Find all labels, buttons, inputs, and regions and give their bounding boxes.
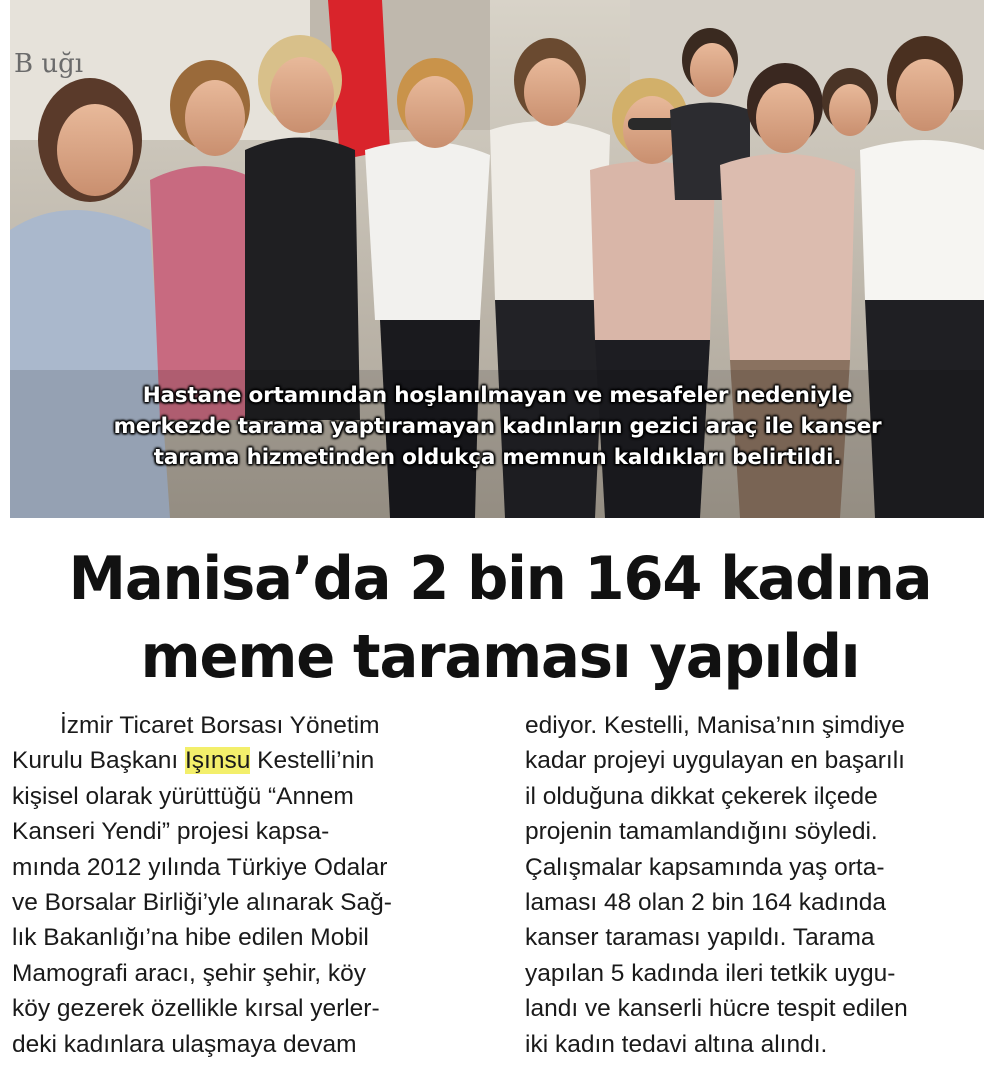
article-line: köy gezerek özellikle kırsal yerler-	[12, 995, 380, 1023]
article-line: Çalışmalar kapsamında yaş orta-	[525, 853, 885, 881]
article-line: Kanseri Yendi” projesi kapsa-	[12, 818, 330, 846]
article-line: landı ve kanserli hücre tespit edilen	[525, 995, 908, 1023]
article-line: deki kadınlara ulaşmaya devam	[12, 1030, 357, 1058]
article-line: kanser taraması yapıldı. Tarama	[525, 924, 875, 952]
headline	[20, 540, 980, 696]
article-line: kadar projeyi uygulayan en başarılı	[525, 747, 905, 775]
article-line: iki kadın tedavi altına alındı.	[525, 1030, 828, 1058]
article-line: Mamografi aracı, şehir şehir, köy	[12, 959, 367, 987]
caption-line: tarama hizmetinden oldukça memnun kaldıkları belirtildi.	[153, 445, 842, 470]
article-line: yapılan 5 kadında ileri tetkik uygu-	[525, 959, 896, 987]
article-line	[12, 743, 482, 778]
caption-line: Hastane ortamından hoşlanılmayan ve mesafeler nedeniyle	[142, 383, 853, 408]
banner-text: B uğı	[14, 49, 84, 79]
article-text: Kestelli’nin	[250, 747, 375, 775]
article-line: ediyor. Kestelli, Manisa’nın şimdiye	[525, 712, 905, 739]
caption-line: merkezde tarama yaptıramayan kadınların gezici araç ile kanser	[113, 414, 882, 439]
article-line: kişisel olarak yürüttüğü “Annem	[12, 782, 354, 810]
article-line: lık Bakanlığı’na hibe edilen Mobil	[12, 924, 369, 952]
article-line: ve Borsalar Birliği’yle alınarak Sağ-	[12, 889, 392, 917]
article-line: İzmir Ticaret Borsası Yönetim	[60, 712, 380, 739]
photo-caption	[30, 380, 965, 473]
news-photo	[10, 0, 984, 518]
article-column-right	[525, 708, 995, 1062]
headline-line: meme taraması yapıldı	[140, 622, 860, 692]
article-text: Kurulu Başkanı	[12, 747, 185, 775]
article-column-left	[12, 708, 482, 1062]
highlighted-name: Işınsu	[184, 747, 251, 775]
article-line: mında 2012 yılında Türkiye Odalar	[12, 853, 388, 881]
article-line: il olduğuna dikkat çekerek ilçede	[525, 782, 878, 810]
headline-line: Manisa’da 2 bin 164 kadına	[68, 544, 932, 614]
article-line: projenin tamamlandığını söyledi.	[525, 818, 878, 846]
article-line: laması 48 olan 2 bin 164 kadında	[525, 889, 886, 917]
